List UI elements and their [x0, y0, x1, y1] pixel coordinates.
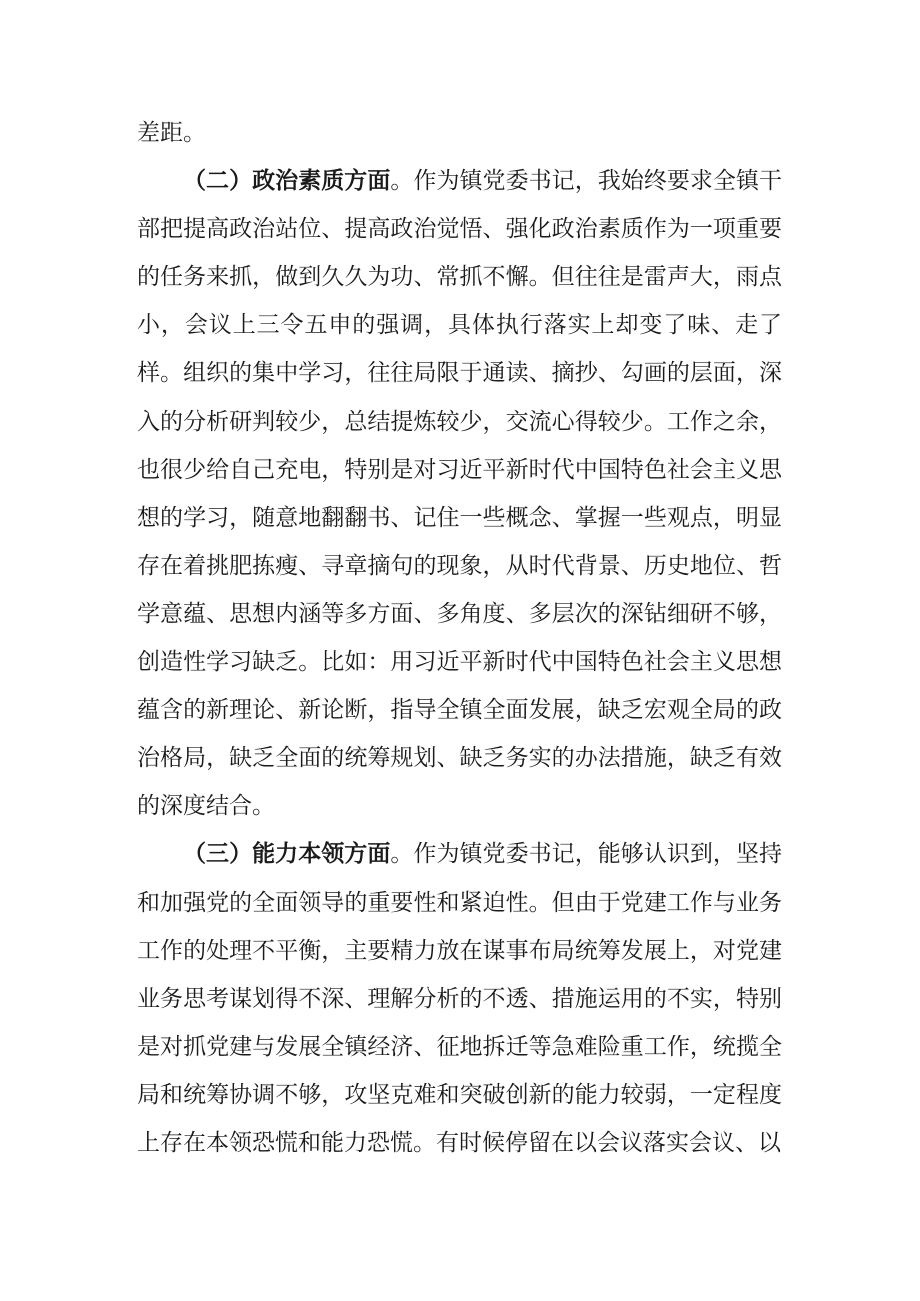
- paragraph-political-quality: [137, 157, 782, 830]
- document-body: [137, 109, 782, 1167]
- section-heading-political-quality: （二）政治素质方面: [183, 168, 391, 195]
- paragraph-ability: [137, 830, 782, 1167]
- paragraph-text: 。作为镇党委书记，我始终要求全镇干部把提高政治站位、提高政治觉悟、强化政治素质作为一项重要的任务来抓，做到久久为功、常抓不懈。但往往是雷声大，雨点小，会议上三令五申的强调，具体执行落实上却变了味、走了样。组织的集中学习，往往局限于通读、摘抄、勾画的层面，深入的分析研判较少，总结提炼较少，交流心得较少。工作之余，也很少给自己充电，特别是对习近平新时代中国特色社会主义思想的学习，随意地翻翻书、记住一些概念、掌握一些观点，明显存在着挑肥拣瘦、寻章摘句的现象，从时代背景、历史地位、哲学意蕴、思想内涵等多方面、多角度、多层次的深钻细研不够，创造性学习缺乏。比如：用习近平新时代中国特色社会主义思想蕴含的新理论、新论断，指导全镇全面发展，缺乏宏观全局的政治格局，缺乏全面的统筹规划、缺乏务实的办法措施，缺乏有效的深度结合。: [137, 168, 783, 820]
- paragraph-continuation: [137, 109, 782, 157]
- section-heading-ability: （三）能力本领方面: [183, 841, 391, 868]
- paragraph-text: 。作为镇党委书记，能够认识到，坚持和加强党的全面领导的重要性和紧迫性。但由于党建工作与业务工作的处理不平衡，主要精力放在谋事布局统筹发展上，对党建业务思考谋划得不深、理解分析的不透、措施运用的不实，特别是对抓党建与发展全镇经济、征地拆迁等急难险重工作，统揽全局和统筹协调不够，攻坚克难和突破创新的能力较弱，一定程度上存在本领恐慌和能力恐慌。有时候停留在以会议落实会议、以: [137, 841, 783, 1156]
- paragraph-text: 差距。: [137, 120, 206, 146]
